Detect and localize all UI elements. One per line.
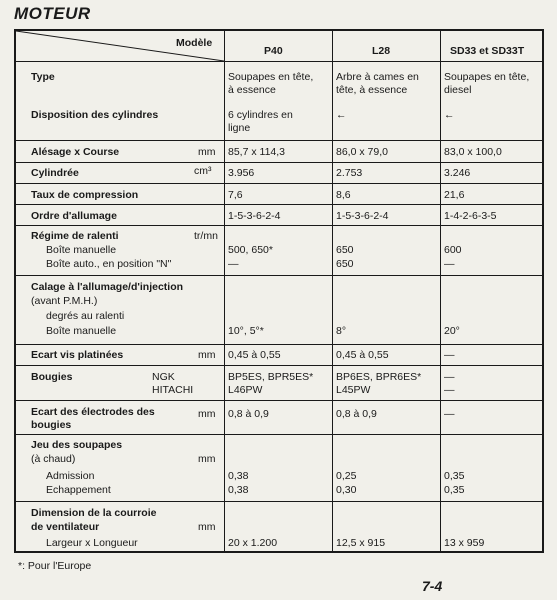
cell-sd33: ← — [444, 109, 455, 121]
spec-table — [14, 29, 544, 553]
row-divider — [16, 400, 542, 401]
row-brand: HITACHI — [152, 384, 194, 396]
row-unit: mm — [198, 408, 216, 420]
cell-p40: 10°, 5°* — [228, 325, 264, 337]
cell-p40: ligne — [228, 122, 251, 134]
cell-p40: — — [228, 258, 239, 270]
cell-p40: L46PW — [228, 384, 263, 396]
cell-p40: à essence — [228, 84, 276, 96]
row-sublabel: degrés au ralenti — [46, 310, 125, 322]
row-label-ecart-electrodes: Ecart des électrodes des — [31, 406, 155, 418]
row-unit: mm — [198, 521, 216, 533]
row-label-ordre: Ordre d'allumage — [31, 210, 117, 222]
cell-l28: L45PW — [336, 384, 371, 396]
row-unit: tr/mn — [194, 230, 218, 242]
row-sublabel: Echappement — [46, 484, 111, 496]
row-sublabel: Boîte manuelle — [46, 244, 117, 256]
row-divider — [16, 225, 542, 226]
cell-sd33: 21,6 — [444, 189, 465, 201]
cell-l28: 0,45 à 0,55 — [336, 349, 389, 361]
footnote: *: Pour l'Europe — [18, 560, 92, 572]
cell-p40: 0,38 — [228, 470, 249, 482]
row-label-regime: Régime de ralenti — [31, 230, 119, 242]
cell-l28: Arbre à cames en — [336, 71, 419, 83]
cell-p40: 3.956 — [228, 167, 255, 179]
row-label-ecart-vis: Ecart vis platinées — [31, 349, 124, 361]
cell-sd33: Soupapes en tête, — [444, 71, 530, 83]
row-label-taux: Taux de compression — [31, 189, 139, 201]
row-sublabel: Boîte manuelle — [46, 325, 117, 337]
column-divider — [440, 31, 441, 551]
row-divider — [16, 140, 542, 141]
cell-sd33: — — [444, 258, 455, 270]
row-label-disposition: Disposition des cylindres — [31, 109, 159, 121]
cell-sd33: — — [444, 371, 455, 383]
page-title: MOTEUR — [14, 4, 91, 23]
cell-l28: 8,6 — [336, 189, 351, 201]
column-divider — [224, 31, 225, 551]
row-divider — [16, 434, 542, 435]
row-unit: mm — [198, 146, 216, 158]
cell-p40: 500, 650* — [228, 244, 273, 256]
row-label-jeu-soupapes: Jeu des soupapes — [31, 439, 123, 451]
header-divider — [16, 61, 542, 62]
cell-l28: 0,25 — [336, 470, 357, 482]
cell-sd33: 0,35 — [444, 470, 465, 482]
cell-l28: 0,30 — [336, 484, 357, 496]
cell-sd33: 0,35 — [444, 484, 465, 496]
cell-l28: 12,5 x 915 — [336, 537, 386, 549]
row-label-type: Type — [31, 71, 55, 83]
row-label-ecart-electrodes: bougies — [31, 419, 72, 431]
cell-sd33: — — [444, 408, 455, 420]
column-divider — [332, 31, 333, 551]
row-label-courroie: de ventilateur — [31, 521, 100, 533]
cell-l28: 86,0 x 79,0 — [336, 146, 388, 158]
row-label-alesage: Alésage x Course — [31, 146, 120, 158]
cell-sd33: — — [444, 384, 455, 396]
header-modele: Modèle — [176, 37, 213, 49]
row-divider — [16, 365, 542, 366]
row-divider — [16, 501, 542, 502]
cell-l28: BP6ES, BPR6ES* — [336, 371, 422, 383]
row-label-calage: Calage à l'allumage/d'injection — [31, 281, 184, 293]
row-divider — [16, 183, 542, 184]
cell-l28: 0,8 à 0,9 — [336, 408, 377, 420]
page-number: 7-4 — [422, 578, 443, 594]
row-divider — [16, 162, 542, 163]
cell-sd33: 13 x 959 — [444, 537, 485, 549]
row-divider — [16, 275, 542, 276]
row-label-cylindree: Cylindrée — [31, 167, 79, 179]
row-sublabel: (avant P.M.H.) — [31, 295, 98, 307]
row-unit: cm³ — [194, 165, 212, 177]
header-col-l28: L28 — [372, 45, 391, 57]
cell-p40: 85,7 x 114,3 — [228, 146, 286, 158]
cell-sd33: 3.246 — [444, 167, 471, 179]
cell-p40: 7,6 — [228, 189, 243, 201]
row-label-courroie: Dimension de la courroie — [31, 507, 157, 519]
cell-p40: 0,45 à 0,55 — [228, 349, 281, 361]
row-unit: mm — [198, 349, 216, 361]
cell-l28: tête, à essence — [336, 84, 408, 96]
cell-sd33: 83,0 x 100,0 — [444, 146, 502, 158]
cell-l28: 2.753 — [336, 167, 363, 179]
cell-sd33: — — [444, 349, 455, 361]
header-col-p40: P40 — [264, 45, 283, 57]
row-divider — [16, 344, 542, 345]
cell-sd33: 20° — [444, 325, 460, 337]
row-label-bougies: Bougies — [31, 371, 73, 383]
row-sublabel: Admission — [46, 470, 95, 482]
cell-p40: 1-5-3-6-2-4 — [228, 210, 281, 222]
cell-sd33: diesel — [444, 84, 472, 96]
row-sublabel: Largeur x Longueur — [46, 537, 138, 549]
row-divider — [16, 204, 542, 205]
header-col-sd33: SD33 et SD33T — [450, 45, 525, 57]
cell-p40: BP5ES, BPR5ES* — [228, 371, 314, 383]
cell-l28: 650 — [336, 244, 354, 256]
cell-p40: 0,8 à 0,9 — [228, 408, 269, 420]
cell-p40: 20 x 1.200 — [228, 537, 278, 549]
cell-sd33: 1-4-2-6-3-5 — [444, 210, 497, 222]
row-sublabel: Boîte auto., en position "N" — [46, 258, 172, 270]
cell-l28: 8° — [336, 325, 347, 337]
cell-l28: 1-5-3-6-2-4 — [336, 210, 389, 222]
cell-p40: 6 cylindres en — [228, 109, 293, 121]
cell-l28: ← — [336, 109, 347, 121]
cell-sd33: 600 — [444, 244, 462, 256]
cell-l28: 650 — [336, 258, 354, 270]
row-brand: NGK — [152, 371, 175, 383]
row-sublabel: (à chaud) — [31, 453, 76, 465]
row-unit: mm — [198, 453, 216, 465]
cell-p40: Soupapes en tête, — [228, 71, 314, 83]
cell-p40: 0,38 — [228, 484, 249, 496]
